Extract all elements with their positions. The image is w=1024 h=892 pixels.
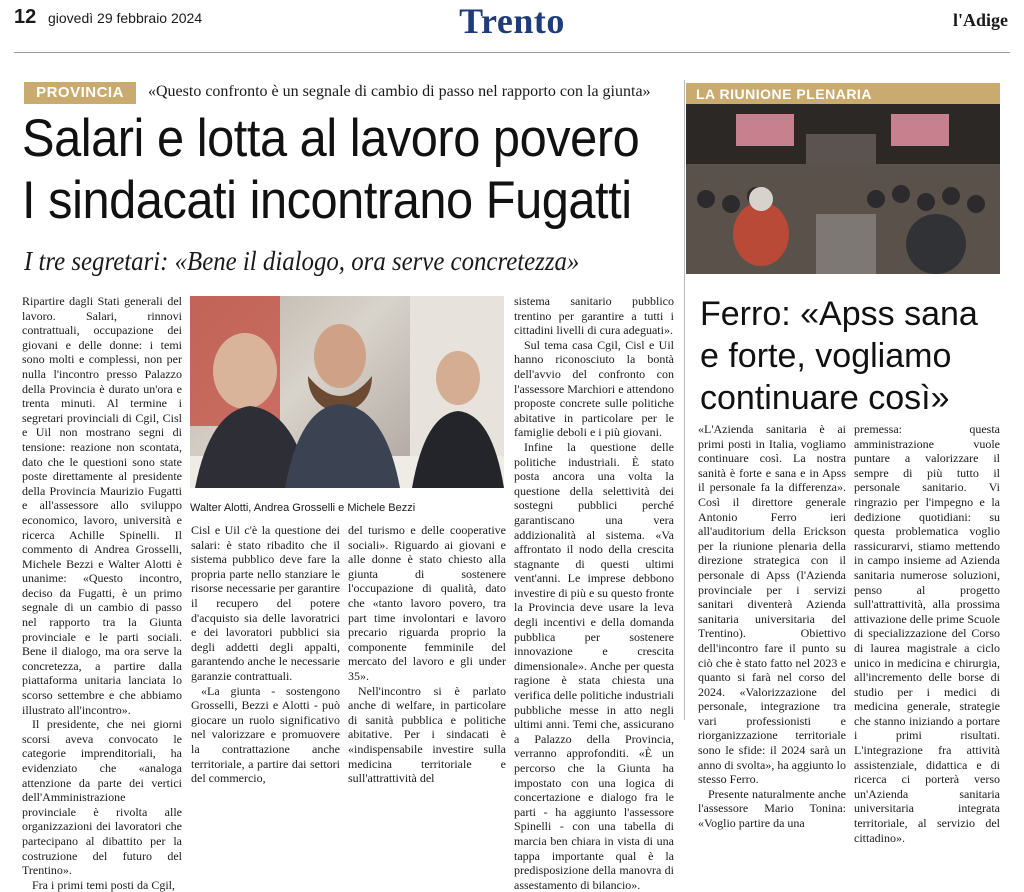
article-column-3 bbox=[348, 523, 506, 786]
paragraph: Nell'incontro si è parlato anche di welfare, in particolare di sanità pubblica e politiche abitative. Per i sindacati è «indispensabile investire sulla medicina territoriale e sull'attrattività del bbox=[348, 683, 506, 786]
paragraph: Il presidente, che nei giorni scorsi aveva convocato le categorie imprenditoriali, ha evidenziato che «analoga attenzione da parte dei vertici dell'Amministrazione provinciale è rivolta alle organizzazioni dei lavoratori che partecipano al dibattito per la costruzione del futuro del Trentino». bbox=[22, 717, 182, 878]
photo-caption: Walter Alotti, Andrea Grosselli e Michele Bezzi bbox=[190, 502, 416, 514]
photo-illustration bbox=[190, 296, 504, 488]
sidebar-column-2 bbox=[854, 422, 1000, 845]
article-headline bbox=[22, 108, 640, 232]
article-subhead: I tre segretari: «Bene il dialogo, ora serve concretezza» bbox=[24, 246, 580, 276]
column-divider bbox=[684, 80, 685, 720]
paragraph: Cisl e Uil c'è la questione dei salari: è stato ribadito che il sistema pubblico deve fare la propria parte nello stanziare le risorse necessarie per garantire il recupero del potere d'acquisto sia delle lavoratrici e dei lavoratori pubblici sia degli addetti degli appalti, garantendo anche le necessarie garanzie contrattuali. bbox=[191, 523, 340, 683]
headline-line-1: Salari e lotta al lavoro povero bbox=[22, 109, 640, 168]
paragraph: del turismo e delle cooperative sociali». Riguardo ai giovani e alle donne è stato chiesto alla giunta di sostenere l'occupazione di qualità, dato che «tanto lavoro povero, tra part time involontari e lavoro precario riguarda proprio la componente femminile del mercato del lavoro e gli under 35». bbox=[348, 523, 506, 683]
headline-line-2: I sindacati incontrano Fugatti bbox=[22, 171, 632, 230]
paragraph: «L'Azienda sanitaria è ai primi posti in Italia, vogliamo continuare così. La nostra sanità è forte e sana e in Apss il personale fa la differenza». Così il direttore generale Antonio Ferro ieri all'auditorium della Erickson per la riunione plenaria della direzione strategica con il personale di Apss (l'Azienda provinciale per i servizi sanitari diventerà Azienda sanitaria universitaria del Trentino). Obiettivo dell'incontro fare il punto su ciò che è stato fatto nel 2023 e quanto si farà nel corso del 2024. «Valorizzazione del personale, integrazione tra vari professionisti e riorganizzazione territoriale sono le sfide: il 2024 sarà un anno di svolta», ha aggiunto lo stesso Ferro. bbox=[698, 422, 846, 787]
paragraph: Infine la questione delle politiche industriali. È stato posta ancora una volta la questione della selettività dei sostegni pubblici perché garantiscano una vera addizionalità al sistema. «Va affrontato il nodo della crescita stagnante di questi ultimi vent'anni. Le imprese debbono investire di più e su questo fronte la Provincia deve usare la leva degli incentivi e della domanda pubblica per sostenere innovazione e crescita dimensionale». Anche per questa ragione è stata chiesta una verifica delle politiche industriali pubbliche messe in atto negli ultimi anni. Temi che, assicurano a Palazzo della Provincia, verranno approfonditi. «È un percorso che la Giunta ha impostato con una logica di concertazione e dialogo fra le parti - ha aggiunto l'assessore Spinelli - con una tabella di marcia ben chiara in vista di una tappa importante qual è la predisposizione della manovra di assestamento di bilancio». bbox=[514, 439, 674, 892]
paragraph: Ripartire dagli Stati generali del lavoro. Salari, rinnovi contrattuali, occupazione dei giovani e delle donne: i temi sono molti e complessi, non per nulla l'incontro presso Palazzo della Provincia è durato un'ora e trenta minuti. Al termine i segretari provinciali di Cgil, Cisl e Uil non mostrano segni di tensione: reazione non scontata, dato che le questioni sono state poste direttamente al presidente della Provincia Maurizio Fugatti e all'assessore allo sviluppo economico, lavoro, università e ricerca Achille Spinelli. Il commento di Andrea Grosselli, Michele Bezzi e Walter Alotti è unanime: «Questo incontro, deciso da Fugatti, è un primo segnale di un cambio di passo nel rapporto tra la Giunta provinciale e le parti sociali. Bene il dialogo, ma ora serve la concretezza, a partire dalla piattaforma unitaria lanciata lo scorso settembre e che abbiamo illustrato all'incontro». bbox=[22, 294, 182, 717]
newspaper-logo: l'Adige bbox=[952, 10, 1008, 30]
paragraph: Presente naturalmente anche l'assessore Mario Tonina: «Voglio partire da una bbox=[698, 786, 846, 831]
paragraph: Fra i primi temi posti da Cgil, bbox=[32, 877, 175, 892]
sidebar-photo bbox=[686, 104, 1000, 274]
section-title: Trento bbox=[459, 1, 565, 41]
paragraph: «La giunta - sostengono Grosselli, Bezzi e Alotti - può giocare un ruolo significativo nel valorizzare e promuovere la contrattazione anche territoriale, a partire dai settori del commercio, bbox=[191, 683, 340, 786]
issue-date: giovedì 29 febbraio 2024 bbox=[48, 10, 203, 26]
article-column-4 bbox=[514, 294, 674, 892]
article-photo bbox=[190, 296, 504, 488]
paragraph: Sul tema casa Cgil, Cisl e Uil hanno riconosciuto la bontà dell'avvio del confronto con l'assessore Marchiori e attendono proposte concrete sulle politiche abitative in particolare per le famiglie deboli e i più giovani. bbox=[514, 337, 674, 440]
paragraph: sistema sanitario pubblico trentino per garantire a tutti i cittadini livelli di cura adeguati». bbox=[514, 294, 674, 338]
article-column-1 bbox=[22, 294, 182, 892]
sidebar-headline: Ferro: «Apss sana e forte, vogliamo continuare così» bbox=[700, 295, 978, 417]
auditorium-illustration bbox=[686, 104, 1000, 274]
article-kicker-quote: «Questo confronto è un segnale di cambio di passo nel rapporto con la giunta» bbox=[148, 83, 651, 100]
header-divider bbox=[14, 52, 1010, 53]
sidebar-column-1 bbox=[698, 422, 846, 831]
article-kicker: PROVINCIA bbox=[24, 82, 136, 104]
sidebar-kicker: LA RIUNIONE PLENARIA bbox=[686, 83, 1000, 105]
page-number: 12 bbox=[14, 6, 37, 28]
paragraph: premessa: questa amministrazione vuole puntare a valorizzare il sempre di più tutto il personale sanitario. Vi ringrazio per l'impegno e la dedizione quotidiani: su questa problematica voglio rassicurarvi, stiamo mettendo in campo insieme ad Azienda sanitaria numerose soluzioni, penso al progetto sull'attrattività, alla prossima attivazione delle prime Scuole di specializzazione del Corso di laurea magistrale a ciclo unico in medicina e chirurgia, all'incremento delle borse di studio per i medici di medicina generale, strategie che stanno iniziando a portare i primi risultati. L'integrazione fra attività assistenziale, didattica e di ricerca ci porterà verso un'Azienda sanitaria universitaria integrata territoriale, al servizio del cittadino». bbox=[854, 422, 1000, 845]
article-column-2 bbox=[191, 523, 340, 786]
